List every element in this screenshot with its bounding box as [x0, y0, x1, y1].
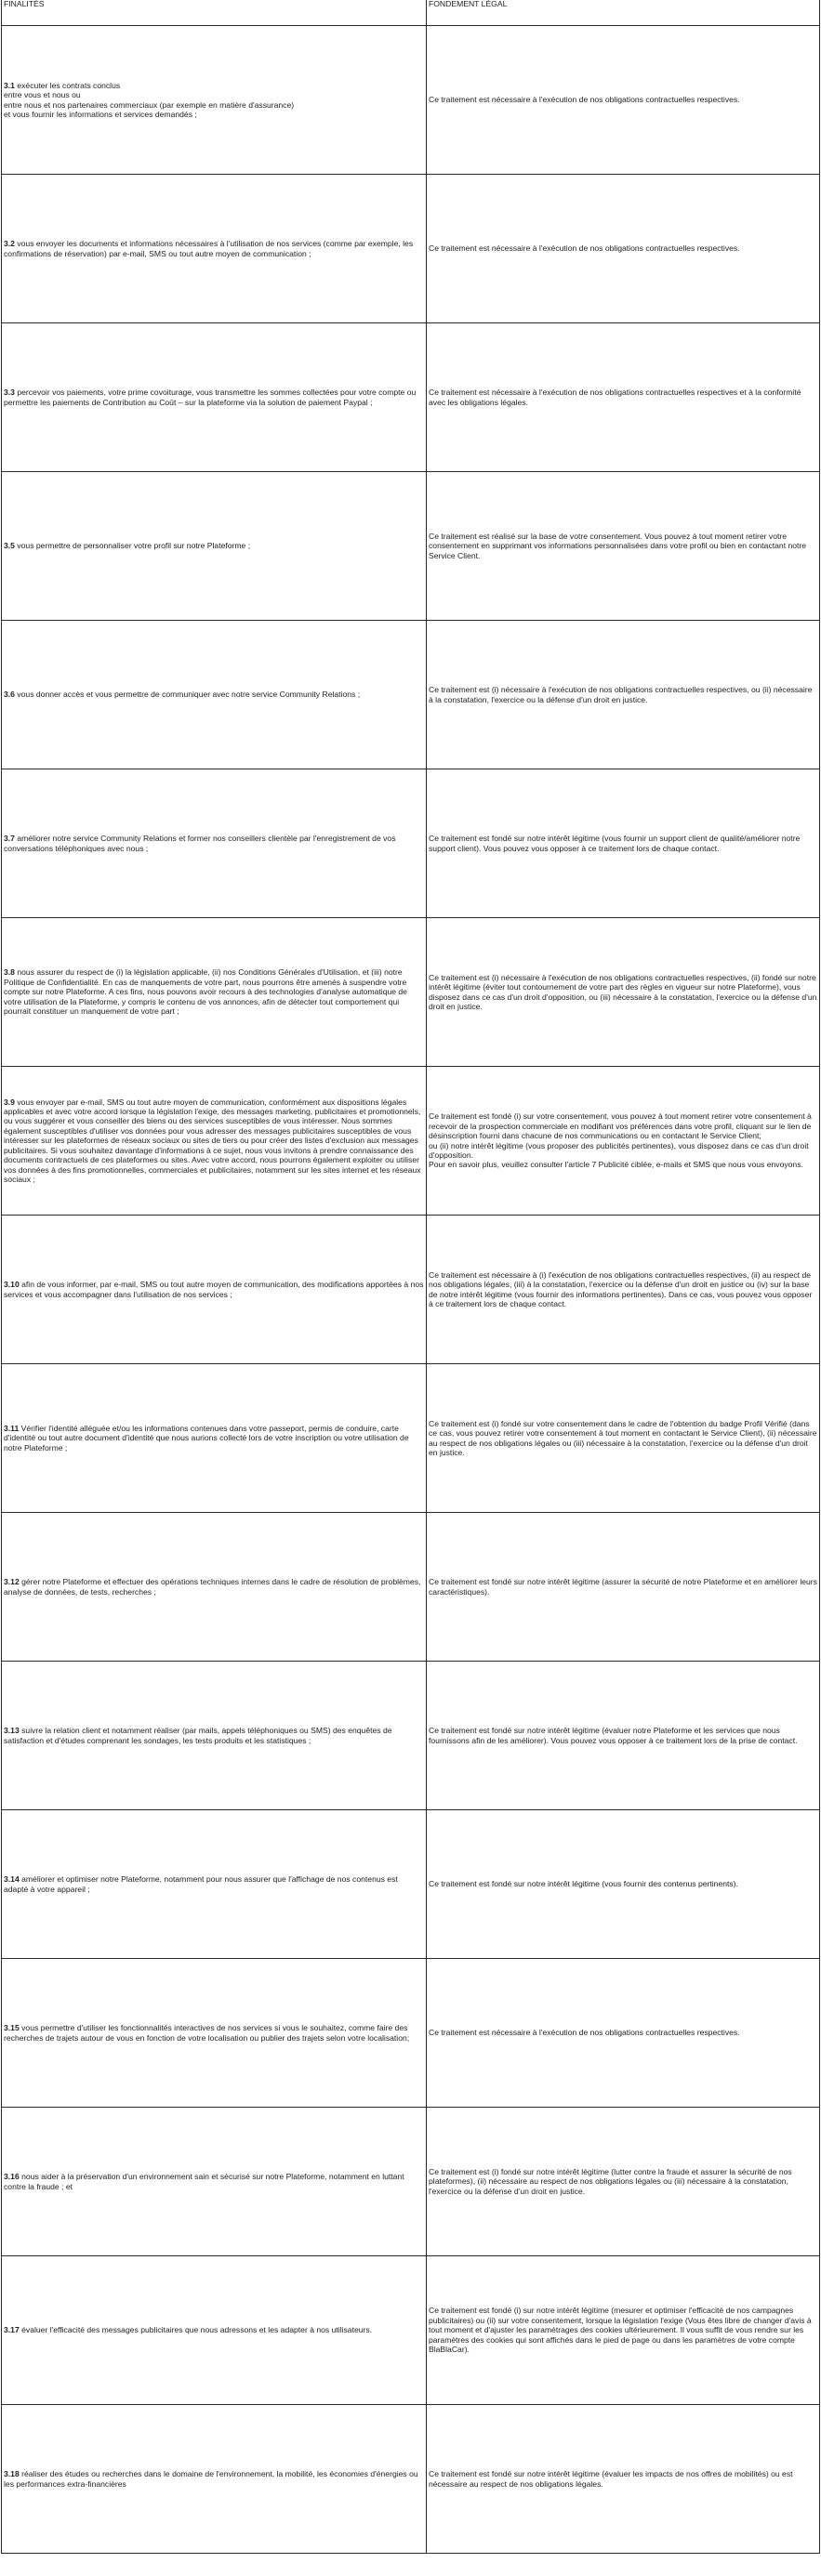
purpose-description: améliorer notre service Community Relations et former nos conseillers clientèle par l'enregistrement de vos conversations téléphoniques avec nous ;	[4, 834, 396, 853]
purpose-number: 3.8	[4, 967, 15, 978]
purpose-number: 3.13	[4, 1726, 20, 1736]
purpose-text	[4, 2325, 424, 2334]
purpose-description: vous envoyer par e-mail, SMS ou tout autre moyen de communication, conformément aux dispositions légales applicables et avec votre accord lorsque la législation l'exige, des messages marketing, publicitaires et promotionnels, ou vous suggérer et vous conseiller des biens ou des services susceptibles de vous intéresser. Nous sommes également susceptibles d'utiliser vos données pour vous adresser des messages publicitaires susceptibles de vous intéresser sur les plateformes de réseaux sociaux ou sites de tiers ou pour créer des listes d'exclusion aux messages publicitaires. Si vous souhaitez davantage d'informations à ce sujet, nous vous invitons à prendre connaissance des documents contractuels de ces plateformes ou sites. Avec votre accord, nous pourrons également exploiter ou utiliser vos données à des fins promotionnelles, commerciales et publicitaires, notamment sur les sites internet et les réseaux sociaux ;	[4, 1097, 421, 1184]
purpose-cell	[2, 2256, 427, 2405]
legal-basis-text: Ce traitement est (i) nécessaire à l'exécution de nos obligations contractuelles respectives, (ii) fondé sur notre intérêt légitime (éviter tout contournement de votre part des règles en vigueur sur notre Plateforme), vous disposez dans ce cas d'un droit d'opposition, ou (iii) nécessaire à la constatation, l'exercice ou la défense d'un droit en justice.	[429, 972, 817, 1011]
purpose-cell	[2, 2108, 427, 2256]
purpose-description: suivre la relation client et notamment réaliser (par mails, appels téléphoniques ou SMS) des enquêtes de satisfaction et d'études comprenant les sondages, les tests produits et les statistiques ;	[4, 1726, 392, 1745]
legal-basis-cell	[427, 472, 820, 621]
purpose-description: vous donner accès et vous permettre de communiquer avec notre service Community Relations ;	[14, 690, 361, 700]
table-row	[2, 2405, 820, 2554]
table-row	[2, 175, 820, 323]
purpose-cell	[2, 1216, 427, 1364]
table-row	[2, 1662, 820, 1810]
purpose-number: 3.5	[4, 541, 15, 551]
table-row	[2, 323, 820, 472]
table-row	[2, 621, 820, 769]
purpose-cell	[2, 1662, 427, 1810]
purpose-description: nous assurer du respect de (i) la législation applicable, (ii) nos Conditions Générales d'Utilisation, et (iii) notre Politique de Confidentialité. En cas de manquements de votre part, nous pourrons être amenés à suspendre votre compte sur notre Plateforme. A ces fins, nous pouvons avoir recours à des technologies d'analyse automatique de votre utilisation de la Plateforme, y compris le contenu de vos annonces, afin de détecter tout comportement qui pourrait constituer un manquement de votre part ;	[4, 967, 407, 1017]
purpose-text	[4, 2469, 424, 2489]
table-row	[2, 1810, 820, 1959]
purpose-cell	[2, 472, 427, 621]
purpose-description: vous permettre d'utiliser les fonctionnalités interactives de nos services si vous le souhaitez, comme faire des recherches de trajets autour de vous en fonction de votre localisation ou publier des trajets selon votre localisation;	[4, 2023, 410, 2043]
purpose-cell	[2, 323, 427, 472]
legal-basis-table	[1, 0, 820, 2554]
legal-basis-cell	[427, 2405, 820, 2554]
legal-basis-cell	[427, 1959, 820, 2108]
purpose-text	[4, 1280, 424, 1299]
purpose-number: 3.3	[4, 388, 15, 398]
table-row	[2, 2256, 820, 2405]
table-row	[2, 769, 820, 918]
purpose-number: 3.10	[4, 1280, 20, 1290]
table-row	[2, 1067, 820, 1216]
table-row	[2, 2108, 820, 2256]
purpose-description: améliorer et optimiser notre Plateforme, notamment pour nous assurer que l'affichage de nos contenus est adapté à votre appareil ;	[4, 1874, 398, 1894]
table-body	[2, 26, 820, 2554]
purpose-cell	[2, 918, 427, 1067]
legal-basis-cell	[427, 1216, 820, 1364]
purpose-cell	[2, 1067, 427, 1216]
table-row	[2, 1959, 820, 2108]
purpose-text	[4, 1424, 424, 1452]
table-row	[2, 1216, 820, 1364]
purpose-text	[4, 2172, 424, 2191]
purpose-description: Vérifier l'identité alléguée et/ou les informations contenues dans votre passeport, permis de conduire, carte d'identité ou tout autre document d'identité que nous aurions collecté lors de votre inscription ou votre utilisation de notre Plateforme ;	[4, 1423, 409, 1452]
header-legal-basis: FONDEMENT LÉGAL	[427, 0, 820, 26]
legal-basis-text: Ce traitement est fondé sur notre intérêt légitime (évaluer notre Plateforme et les services que nous fournissons afin de les améliorer). Vous pouvez vous opposer à ce traitement lors de la prise de contact.	[429, 1726, 798, 1745]
legal-basis-text: Ce traitement est (i) fondé sur notre intérêt légitime (lutter contre la fraude et assurer la sécurité de nos plateformes), (ii) nécessaire au respect de nos obligations légales ou (iii) nécessaire à la constatation, l'exercice ou la défense d'un droit en justice.	[429, 2166, 792, 2196]
table-row	[2, 1513, 820, 1662]
purpose-description: vous envoyer les documents et informations nécessaires à l'utilisation de nos services (comme par exemple, les confirmations de réservation) par e-mail, SMS ou tout autre moyen de communication ;	[4, 239, 414, 258]
purpose-number: 3.2	[4, 239, 15, 249]
purpose-description: exécuter les contrats conclus entre vous et nous ou entre nous et nos partenaires commerciaux (par exemple en matière d'assurance) et vous fournir les informations et services demandés ;	[4, 80, 295, 119]
purpose-description: afin de vous informer, par e-mail, SMS ou tout autre moyen de communication, des modifications apportées à nos services et vous accompagner dans l'utilisation de nos services ;	[4, 1280, 424, 1299]
legal-basis-text: Ce traitement est nécessaire à l'exécution de nos obligations contractuelles respectives.	[429, 95, 740, 105]
purpose-number: 3.12	[4, 1577, 20, 1587]
purpose-number: 3.17	[4, 2325, 20, 2335]
legal-basis-cell	[427, 175, 820, 323]
legal-basis-text: Ce traitement est réalisé sur la base de votre consentement. Vous pouvez à tout moment retirer votre consentement en supprimant vos informations personnalisées dans votre profil ou bien en contactant notre Service Client.	[429, 531, 807, 560]
legal-basis-text: Ce traitement est fondé sur notre intérêt légitime (vous fournir un support client de qualité/améliorer notre support client). Vous pouvez vous opposer à ce traitement lors de chaque contact.	[429, 834, 801, 853]
purpose-text	[4, 1577, 424, 1597]
purpose-cell	[2, 1810, 427, 1959]
legal-basis-cell	[427, 323, 820, 472]
legal-basis-text: Ce traitement est fondé (i) sur notre intérêt légitime (mesurer et optimiser l'efficacité de nos campagnes publicitaires) ou (ii) sur votre consentement, lorsque la législation l'exige (Vous êtes libre de changer d'avis à tout moment et d'ajuster les paramétrages des cookies ultérieurement. Il vous suffit de vous rendre sur les paramètres des cookies qui sont affichés dans le pied de page ou dans les paramètres de votre compte BlaBlaCar).	[429, 2306, 812, 2355]
purpose-number: 3.16	[4, 2172, 20, 2182]
purpose-cell	[2, 1364, 427, 1513]
purpose-description: nous aider à la préservation d'un environnement sain et sécurisé sur notre Plateforme, notamment en luttant contre la fraude ; et	[4, 2172, 404, 2191]
purpose-cell	[2, 1513, 427, 1662]
purpose-number: 3.14	[4, 1874, 20, 1885]
table-row	[2, 918, 820, 1067]
legal-basis-text: Ce traitement est nécessaire à l'exécution de nos obligations contractuelles respectives.	[429, 243, 740, 254]
legal-basis-cell	[427, 2256, 820, 2405]
legal-basis-cell	[427, 918, 820, 1067]
purpose-text	[4, 239, 424, 258]
purpose-text	[4, 2023, 424, 2043]
purpose-number: 3.9	[4, 1097, 15, 1107]
legal-basis-text: Ce traitement est (i) nécessaire à l'exécution de nos obligations contractuelles respectives, ou (ii) nécessaire à la constatation, l'exercice ou la défense d'un droit en justice.	[429, 685, 813, 704]
legal-basis-cell	[427, 621, 820, 769]
purpose-text	[4, 541, 424, 550]
legal-basis-text: Ce traitement est nécessaire à (i) l'exécution de nos obligations contractuelles respectives, (ii) au respect de nos obligations légales, (iii) à la constatation, l'exercice ou la défense d'un droit en justice ou (iv) sur la base de notre intérêt légitime (vous fournir des informations pertinentes). Dans ce cas, vous pouvez vous opposer à ce traitement lors de chaque contact.	[429, 1269, 813, 1308]
legal-basis-text: Ce traitement est fondé sur notre intérêt légitime (assurer la sécurité de notre Plateforme et en améliorer leurs caractéristiques).	[429, 1577, 817, 1597]
purpose-number: 3.6	[4, 690, 15, 700]
legal-basis-cell	[427, 1662, 820, 1810]
purpose-number: 3.18	[4, 2469, 20, 2479]
legal-basis-cell	[427, 769, 820, 918]
purpose-text	[4, 1874, 424, 1894]
legal-basis-cell	[427, 1067, 820, 1216]
legal-basis-text: Ce traitement est nécessaire à l'exécution de nos obligations contractuelles respectives et à la conformité avec les obligations légales.	[429, 388, 801, 407]
purpose-text	[4, 690, 424, 699]
purpose-cell	[2, 175, 427, 323]
header-purposes: FINALITÉS	[2, 0, 427, 26]
purpose-description: vous permettre de personnaliser votre profil sur notre Plateforme ;	[14, 541, 251, 551]
table-row	[2, 1364, 820, 1513]
purpose-description: évaluer l'efficacité des messages publicitaires que nous adressons et les adapter à nos utilisateurs.	[19, 2325, 373, 2335]
legal-basis-cell	[427, 1364, 820, 1513]
purpose-cell	[2, 1959, 427, 2108]
legal-basis-text: Ce traitement est fondé (i) sur votre consentement, vous pouvez à tout moment retirer votre consentement à recevoir de la prospection commerciale en modifiant vos préférences dans votre profil, cliquant sur le lien de désinscription fourni dans chacune de nos communications ou en contactant le Service Client; ou (ii) notre intérêt légitime (vous proposer des publicités pertinentes), vous disposez dans ce cas d'un droit d'opposition. Pour en savoir plus, veuillez consulter l'article 7 Publicité ciblée, e-mails et SMS que nous vous envoyons.	[429, 1111, 812, 1170]
purpose-number: 3.1	[4, 80, 15, 90]
purpose-cell	[2, 621, 427, 769]
purpose-text	[4, 81, 424, 120]
purpose-text	[4, 967, 424, 1016]
legal-basis-cell	[427, 26, 820, 175]
purpose-text	[4, 388, 424, 407]
purpose-text	[4, 1097, 424, 1185]
purpose-text	[4, 834, 424, 853]
purpose-text	[4, 1726, 424, 1745]
purpose-cell	[2, 769, 427, 918]
purpose-description: réaliser des études ou recherches dans le domaine de l'environnement, la mobilité, les économies d'énergies ou les performances extra-financières	[4, 2469, 418, 2489]
legal-basis-text: Ce traitement est fondé sur notre intérêt légitime (évaluer les impacts de nos offres de mobilités) ou est nécessaire au respect de nos obligations légales.	[429, 2469, 793, 2489]
table-header-row	[2, 0, 820, 26]
table-row	[2, 472, 820, 621]
purpose-number: 3.11	[4, 1423, 20, 1433]
purpose-number: 3.7	[4, 834, 15, 844]
purpose-number: 3.15	[4, 2023, 20, 2033]
purpose-description: gérer notre Plateforme et effectuer des opérations techniques internes dans le cadre de résolution de problèmes, analyse de données, de tests, recherches ;	[4, 1577, 421, 1597]
legal-basis-text: Ce traitement est (i) fondé sur votre consentement dans le cadre de l'obtention du badge Profil Vérifié (dans ce cas, vous pouvez retirer votre consentement à tout moment en contactant le Service Client), (ii) nécessaire au respect de nos obligations légales ou (iii) nécessaire à la constatation, l'exercice ou la défense d'un droit en justice.	[429, 1418, 817, 1457]
purpose-description: percevoir vos paiements, votre prime covoiturage, vous transmettre les sommes collectées pour votre compte ou permettre les paiements de Contribution au Coût – sur la plateforme via la solution de paiement Paypal ;	[4, 388, 417, 407]
legal-basis-text: Ce traitement est fondé sur notre intérêt légitime (vous fournir des contenus pertinents).	[429, 1879, 738, 1889]
legal-basis-cell	[427, 1513, 820, 1662]
legal-basis-cell	[427, 1810, 820, 1959]
purpose-cell	[2, 26, 427, 175]
legal-basis-cell	[427, 2108, 820, 2256]
table-row	[2, 26, 820, 175]
legal-basis-text: Ce traitement est nécessaire à l'exécution de nos obligations contractuelles respectives.	[429, 2028, 740, 2038]
purpose-cell	[2, 2405, 427, 2554]
